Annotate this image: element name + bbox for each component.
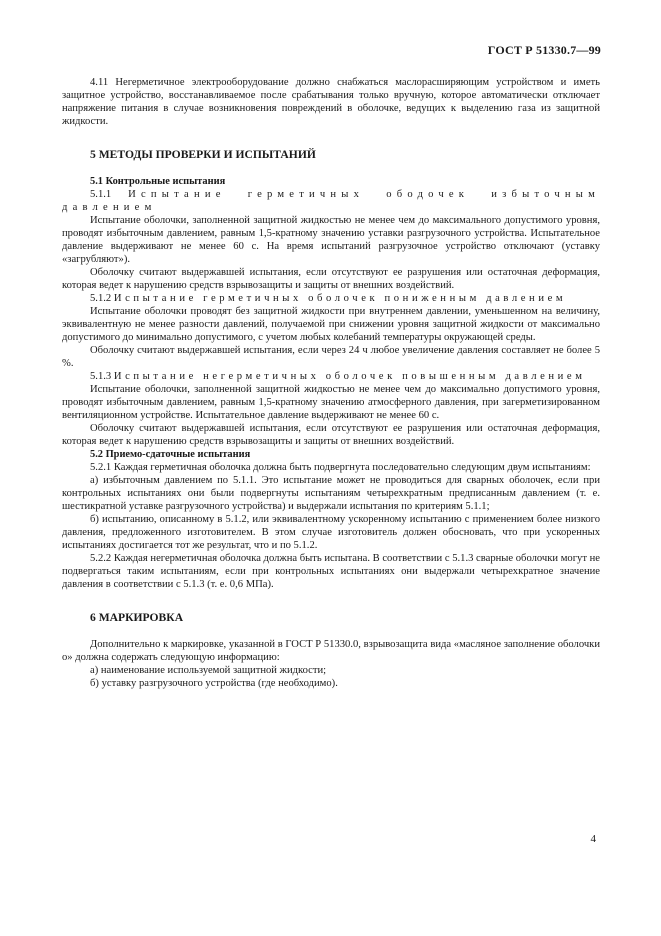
list-item-a: а) наименование используемой защитной жидкости; xyxy=(90,665,327,676)
clause-title: Испытание герметичных ободочек избыточным давлением xyxy=(62,189,600,213)
clause-number: 5.1.3 xyxy=(90,371,112,382)
clause-number: 5.1.1 xyxy=(90,189,112,200)
subsection-5-1-title: 5.1 Контрольные испытания xyxy=(90,176,226,187)
paragraph: Испытание оболочки, заполненной защитной жидкостью не менее чем до максимального допустимого уровня, проводят избыточным давлением, равным 1,5-кратному значению уставки разгрузочного устройства. Испытательное давление выдерживают не менее 60 с. На время испытаний разгрузочное устройство отключают (уставку «загрубляют»). xyxy=(62,215,600,265)
page-number: 4 xyxy=(590,833,596,845)
list-item-a: а) избыточным давлением по 5.1.1. Это испытание может не проводиться для сварных оболочек, если при контрольных испытаниях они были подвергнуты испытаниям четырехкратным предписанным давлением (т. е. шестикратной уставке разгрузочного устройства) и выдержали испытания по критериям 5.1.1; xyxy=(62,475,600,512)
paragraph: Дополнительно к маркировке, указанной в ГОСТ Р 51330.0, взрывозащита вида «масляное заполнение оболочки о» должна содержать следующую информацию: xyxy=(62,639,600,663)
clause-title: Испытание герметичных оболочек пониженным давлением xyxy=(113,293,567,304)
list-item-b: б) уставку разгрузочного устройства (где необходимо). xyxy=(90,678,338,689)
document-header: ГОСТ Р 51330.7—99 xyxy=(487,43,601,57)
clause-number: 5.1.2 xyxy=(90,293,112,304)
subsection-5-2-title: 5.2 Приемо-сдаточные испытания xyxy=(90,449,251,460)
paragraph: Оболочку считают выдержавшей испытания, если отсутствуют ее разрушения или остаточная деформация, которая ведет к нарушению средств взрывозащиты и защиты от внешних воздействий. xyxy=(62,423,600,447)
paragraph: Испытание оболочки, заполненной защитной жидкостью не менее чем до максимально допустимого уровня, проводят избыточным давлением, равным 1,5-кратному значению атмосферного давления, при загерметизированном вентиляционном устройстве. Испытательное давление выдерживают не менее 60 с. xyxy=(62,384,600,421)
list-item-b: б) испытанию, описанному в 5.1.2, или эквивалентному ускоренному испытанию с применением более низкого давления, предложенного изготовителем. В этом случае изготовитель должен обосновать, что при ускоренных испытаниях достигается тот же результат, что и по 5.1.2. xyxy=(62,514,600,551)
paragraph: Оболочку считают выдержавшей испытания, если отсутствуют ее разрушения или остаточная деформация, которая ведет к нарушению средств взрывозащиты и защиты от внешних воздействий. xyxy=(62,267,600,291)
clause-title: Испытание негерметичных оболочек повышенным давлением xyxy=(113,371,586,382)
clause-5-2-2: 5.2.2 Каждая негерметичная оболочка должна быть испытана. В соответствии с 5.1.3 сварные оболочки могут не подвергаться таким испытаниям, если при контрольных испытаниях они выдержали четырехкратное значение давления в соответствии с 5.1.3 (т. е. 0,6 МПа). xyxy=(62,553,600,590)
clause-5-2-1: 5.2.1 Каждая герметичная оболочка должна быть подвергнута последовательно следующим двум испытаниям: xyxy=(90,462,591,473)
paragraph: Испытание оболочки проводят без защитной жидкости при внутреннем давлении, уменьшенном на величину, эквивалентную не менее разности давлений, получаемой при снижении уровня защитной жидкости от максимально допустимого до минимально допустимого, с учетом любых колебаний температуры окружающей среды. xyxy=(62,306,600,343)
section-5-title: 5 МЕТОДЫ ПРОВЕРКИ И ИСПЫТАНИЙ xyxy=(90,148,316,161)
document-body xyxy=(62,76,600,690)
paragraph: Оболочку считают выдержавшей испытания, если через 24 ч любое увеличение давления составляет не более 5 %. xyxy=(62,345,600,369)
clause-5-1-3-heading xyxy=(62,370,600,383)
paragraph-4-11: 4.11 Негерметичное электрооборудование должно снабжаться маслорасширяющим устройством и иметь защитное устройство, восстанавливаемое после срабатывания только вручную, которое автоматически отключает напряжение питания в случае возникновения повреждений в оболочке, ведущих к выделению газа из защитной жидкости. xyxy=(62,77,600,127)
section-6-title: 6 МАРКИРОВКА xyxy=(90,611,184,624)
clause-5-1-1-heading xyxy=(62,188,600,214)
clause-5-1-2-heading xyxy=(62,292,600,305)
